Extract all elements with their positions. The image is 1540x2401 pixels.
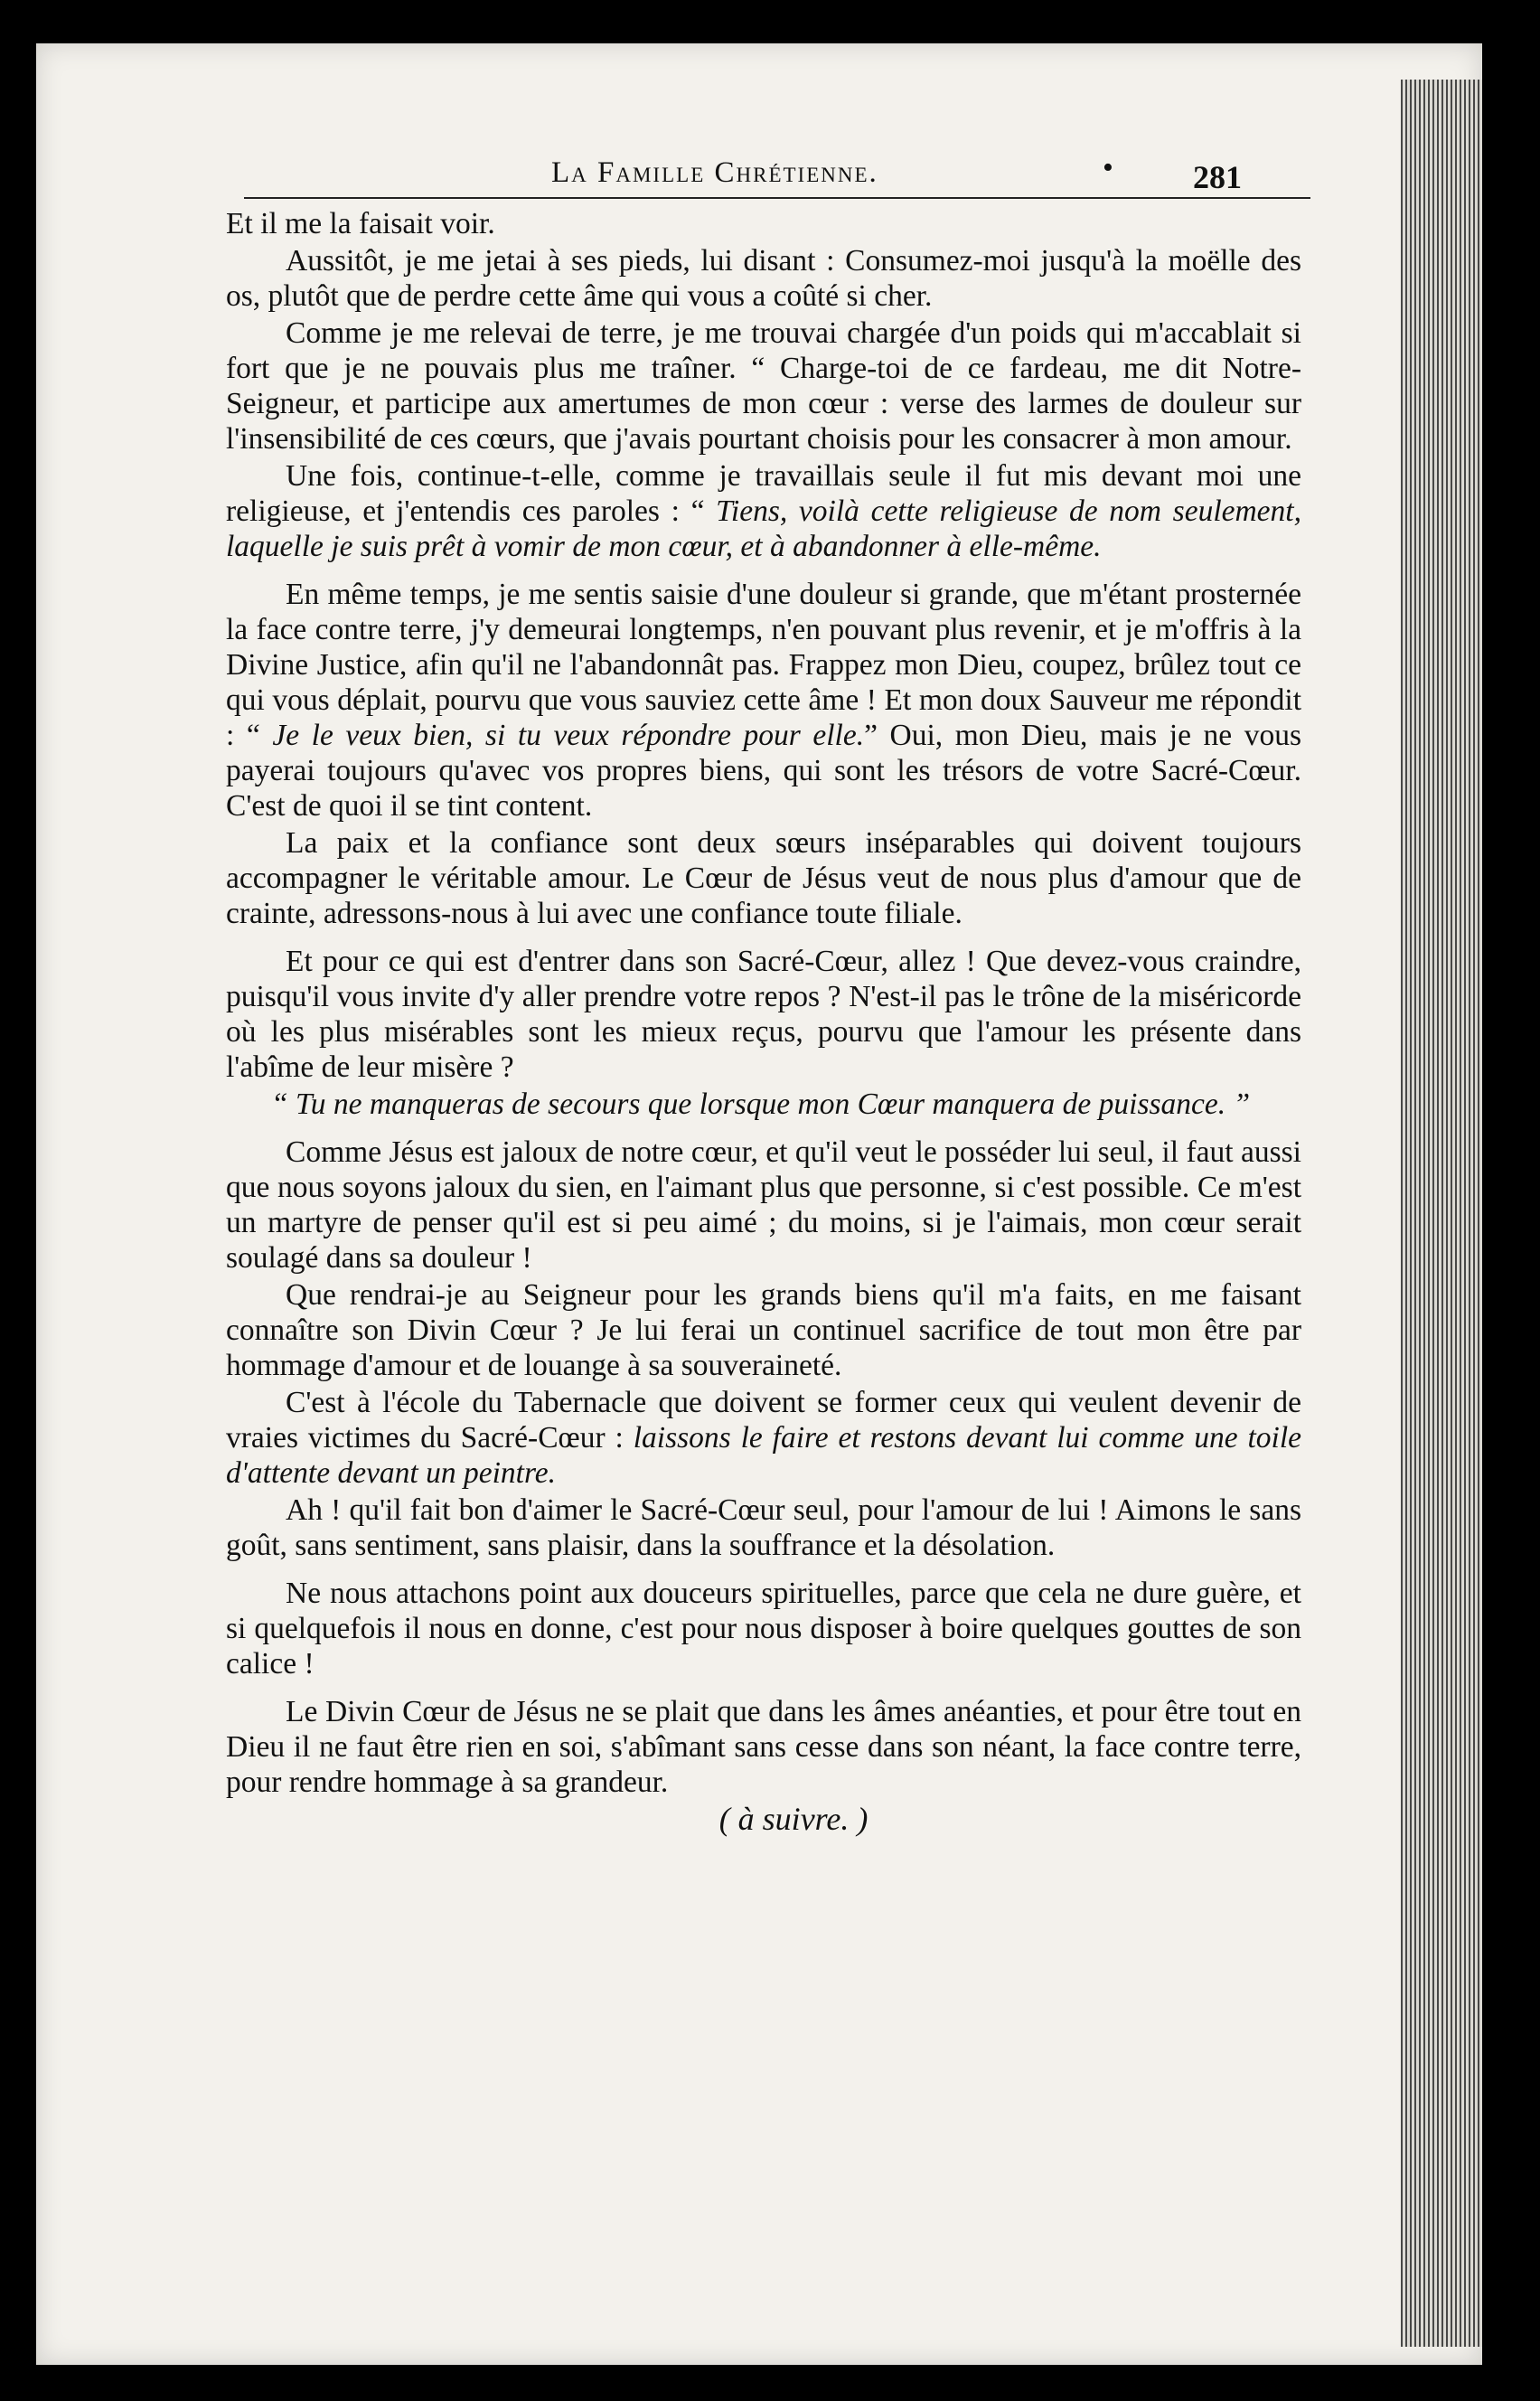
paragraph: Ah ! qu'il fait bon d'aimer le Sacré-Cœur seul, pour l'amour de lui ! Aimons le sans goût, sans sentiment, sans plaisir, dans la souffrance et la désolation. xyxy=(226,1493,1301,1562)
to-be-continued-text: ( à suivre. ) xyxy=(718,1801,869,1837)
header-dot: • xyxy=(1103,151,1113,184)
to-be-continued xyxy=(226,1802,1301,1837)
running-title: La Famille Chrétienne. xyxy=(551,156,878,189)
quote-paragraph: “ Tu ne manqueras de secours que lorsque mon Cœur manquera de puissance. ” xyxy=(271,1088,1251,1121)
page-number: 281 xyxy=(1193,159,1242,195)
book-page xyxy=(36,43,1482,2365)
paragraph-text: Une fois, continue-t-elle, comme je travaillais seule il fut mis devant moi une religieuse, et j'entendis ces paroles : “ xyxy=(226,459,1301,528)
paragraph xyxy=(226,458,1301,564)
paragraph xyxy=(226,577,1301,824)
page-body xyxy=(226,206,1301,1839)
paragraph-text: En même temps, je me sentis saisie d'une douleur si grande, que m'étant prosternée la face contre terre, j'y demeurai longtemps, n'en pouvant plus revenir, et je m'offris à la Divine Justice, afin qu'il ne l'abandonnât pas. Frappez mon Dieu, coupez, brûlez tout ce qui vous déplait, pourvu que vous sauviez cette âme ! Et mon doux Sauveur me répondit : “ xyxy=(226,578,1301,752)
paragraph-text: C'est à l'école du Tabernacle que doivent se former ceux qui veulent devenir de vraies victimes du Sacré-Cœur : xyxy=(226,1386,1301,1455)
header-rule xyxy=(244,197,1310,199)
paragraph xyxy=(226,1385,1301,1491)
paragraph: Comme je me relevai de terre, je me trouvai chargée d'un poids qui m'accablait si fort que je ne pouvais plus me traîner. “ Charge-toi de ce fardeau, me dit Notre-Seigneur, et participe aux amertumes de mon cœur : verse des larmes de douleur sur l'insensibilité de ces cœurs, que j'avais pourtant choisis pour les consacrer à mon amour. xyxy=(226,316,1301,456)
italic-quote: Tiens, voilà cette religieuse de nom seulement, laquelle je suis prêt à vomir de mon cœur, et à abandonner à elle-même. xyxy=(226,494,1301,563)
paragraph: Le Divin Cœur de Jésus ne se plait que dans les âmes anéanties, et pour être tout en Dieu il ne faut être rien en soi, s'abîmant sans cesse dans son néant, la face contre terre, pour rendre hommage à sa grandeur. xyxy=(226,1695,1301,1799)
paragraph: Comme Jésus est jaloux de notre cœur, et qu'il veut le posséder lui seul, il faut aussi que nous soyons jaloux du sien, en l'aimant plus que personne, si c'est possible. Ce m'est un martyre de penser qu'il est si peu aimé ; du moins, si je l'aimais, mon cœur serait soulagé dans sa douleur ! xyxy=(226,1135,1301,1275)
page-edges xyxy=(1401,80,1482,2347)
paragraph: Aussitôt, je me jetai à ses pieds, lui disant : Consumez-moi jusqu'à la moëlle des os, plutôt que de perdre cette âme qui vous a coûté si cher. xyxy=(226,244,1301,313)
paragraph: Et pour ce qui est d'entrer dans son Sacré-Cœur, allez ! Que devez-vous craindre, puisqu'il vous invite d'y aller prendre votre repos ? N'est-il pas le trône de la miséricorde où les plus misérables sont les mieux reçus, pourvu que l'amour les présente dans l'abîme de leur misère ? xyxy=(226,945,1301,1084)
paragraph: Et il me la faisait voir. xyxy=(226,207,495,240)
paragraph: La paix et la confiance sont deux sœurs inséparables qui doivent toujours accompagner le véritable amour. Le Cœur de Jésus veut de nous plus d'amour que de crainte, adressons-nous à lui avec une confiance toute filiale. xyxy=(226,826,1301,930)
paragraph: Ne nous attachons point aux douceurs spirituelles, parce que cela ne dure guère, et si quelquefois il nous en donne, c'est pour nous disposer à boire quelques gouttes de son calice ! xyxy=(226,1577,1301,1681)
italic-quote: laissons le faire et restons devant lui comme une toile d'attente devant un peintre. xyxy=(226,1421,1302,1490)
paragraph-text: ” Oui, mon Dieu, mais je ne vous payerai toujours qu'avec vos propres biens, qui sont les trésors de votre Sacré-Cœur. C'est de quoi il se tint content. xyxy=(226,719,1301,823)
italic-quote: Je le veux bien, si tu veux répondre pour elle. xyxy=(272,719,865,752)
paragraph: Que rendrai-je au Seigneur pour les grands biens qu'il m'a faits, en me faisant connaître son Divin Cœur ? Je lui ferai un continuel sacrifice de tout mon être par hommage d'amour et de louange à sa souveraineté. xyxy=(226,1278,1301,1382)
page-header xyxy=(244,111,1301,202)
